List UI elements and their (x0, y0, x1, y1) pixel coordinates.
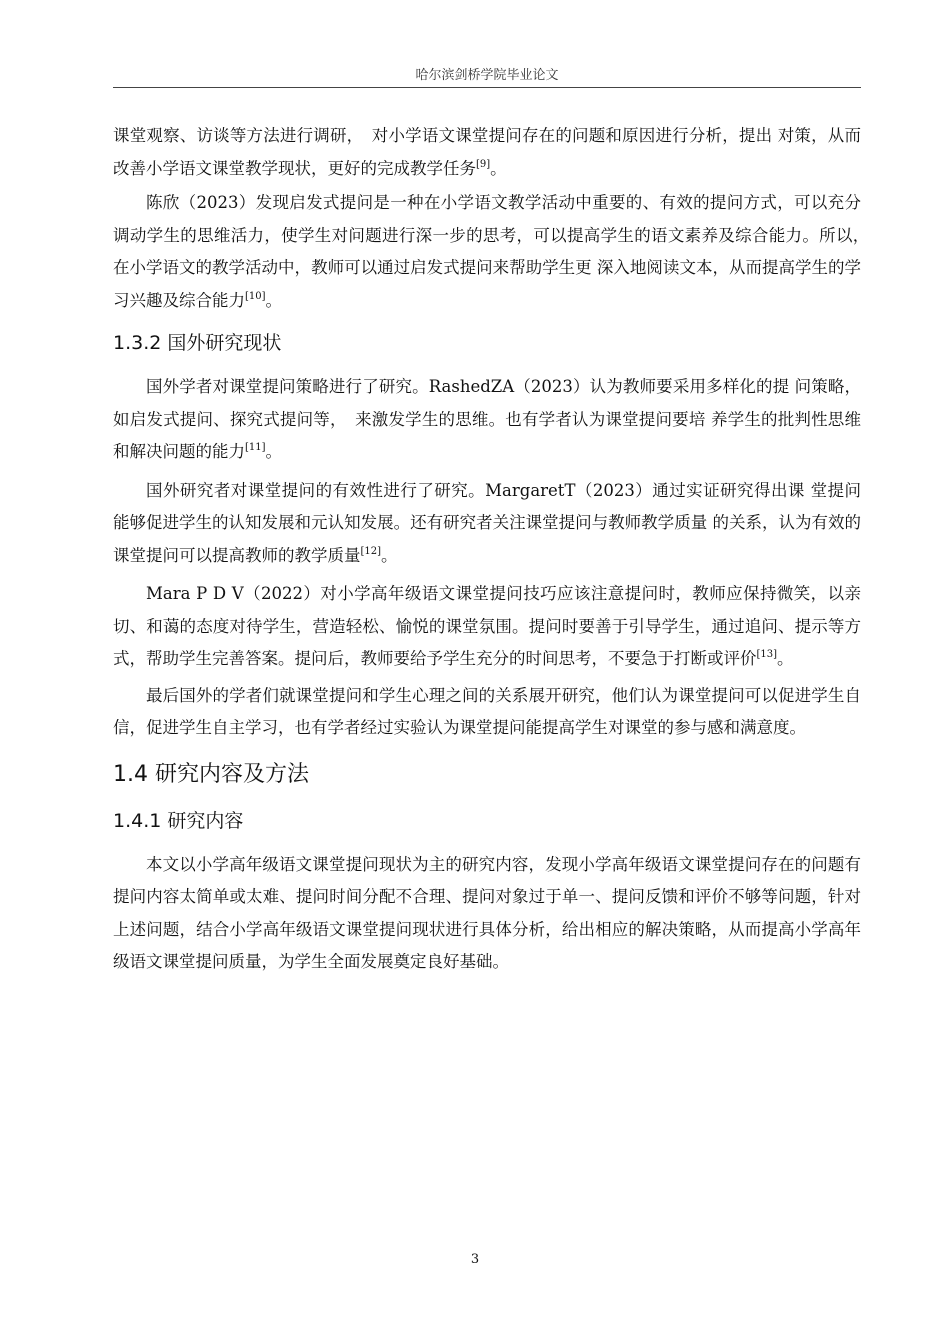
paragraph-5: Mara P D V（2022）对小学高年级语文课堂提问技巧应该注意提问时，教师应保持微笑，以亲切、和蔼的态度对待学生，营造轻松、愉悦的课堂氛围。提问时要善于引导学生，通过追问、提示等方式，帮助学生完善答案。提问后，教师要给予学生充分的时间思考，不要急于打断或评价[13]。 (113, 584, 861, 668)
paragraph-2: 陈欣（2023）发现启发式提问是一种在小学语文教学活动中重要的、有效的提问方式，可以充分调动学生的思维活力，使学生对问题进行深一步的思考，可以提高学生的语文素养及综合能力。所以， 在小学语文的教学活动中，教师可以通过启发式提问来帮助学生更 深入地阅读文本，从而提高学生的学习兴趣及综合能力[10]。 (113, 193, 878, 310)
citation-11: [11] (245, 442, 266, 453)
header-rule (113, 87, 861, 88)
section-heading-1-4-1: 1.4.1 研究内容 (113, 809, 244, 832)
paragraph-1: 课堂观察、访谈等方法进行调研， 对小学语文课堂提问存在的问题和原因进行分析，提出 对策，从而改善小学语文课堂教学现状，更好的完成教学任务[9]。 (113, 126, 861, 178)
citation-13: [13] (756, 649, 778, 660)
page-number: 3 (470, 1252, 480, 1267)
paragraph-4: 国外研究者对课堂提问的有效性进行了研究。MargaretT（2023）通过实证研究得出课 堂提问能够促进学生的认知发展和元认知发展。还有研究者关注课堂提问与教师教学质量 的关系，认为有效的课堂提问可以提高教师的教学质量[12]。 (113, 480, 861, 565)
running-header: 哈尔滨剑桥学院毕业论文 (415, 68, 559, 83)
section-heading-1-3-2: 1.3.2 国外研究现状 (113, 332, 282, 354)
citation-10: [10] (245, 290, 266, 302)
paragraph-6: 最后国外的学者们就课堂提问和学生心理之间的关系展开研究，他们认为课堂提问可以促进学生自信，促进学生自主学习，也有学者经过实验认为课堂提问能提高学生对课堂的参与感和满意度。 (113, 685, 861, 737)
paragraph-7: 本文以小学高年级语文课堂提问现状为主的研究内容，发现小学高年级语文课堂提问存在的问题有提问内容太简单或太难、提问时间分配不合理、提问对象过于单一、提问反馈和评价不够等问题，针对上述问题，结合小学高年级语文课堂提问现状进行具体分析，给出相应的解决策略，从而提高小学高年级语文课堂提问质量，为学生全面发展奠定良好基础。 (113, 854, 861, 971)
section-heading-1-4: 1.4 研究内容及方法 (113, 761, 309, 787)
paragraph-3: 国外学者对课堂提问策略进行了研究。RashedZA（2023）认为教师要采用多样化的提 问策略，如启发式提问、探究式提问等， 来激发学生的思维。也有学者认为课堂提问要培 养学生的批判性思维和解决问题的能力[11]。 (113, 377, 861, 461)
citation-9: [9] (476, 158, 491, 170)
citation-12: [12] (360, 545, 382, 557)
page-body (113, 120, 878, 979)
